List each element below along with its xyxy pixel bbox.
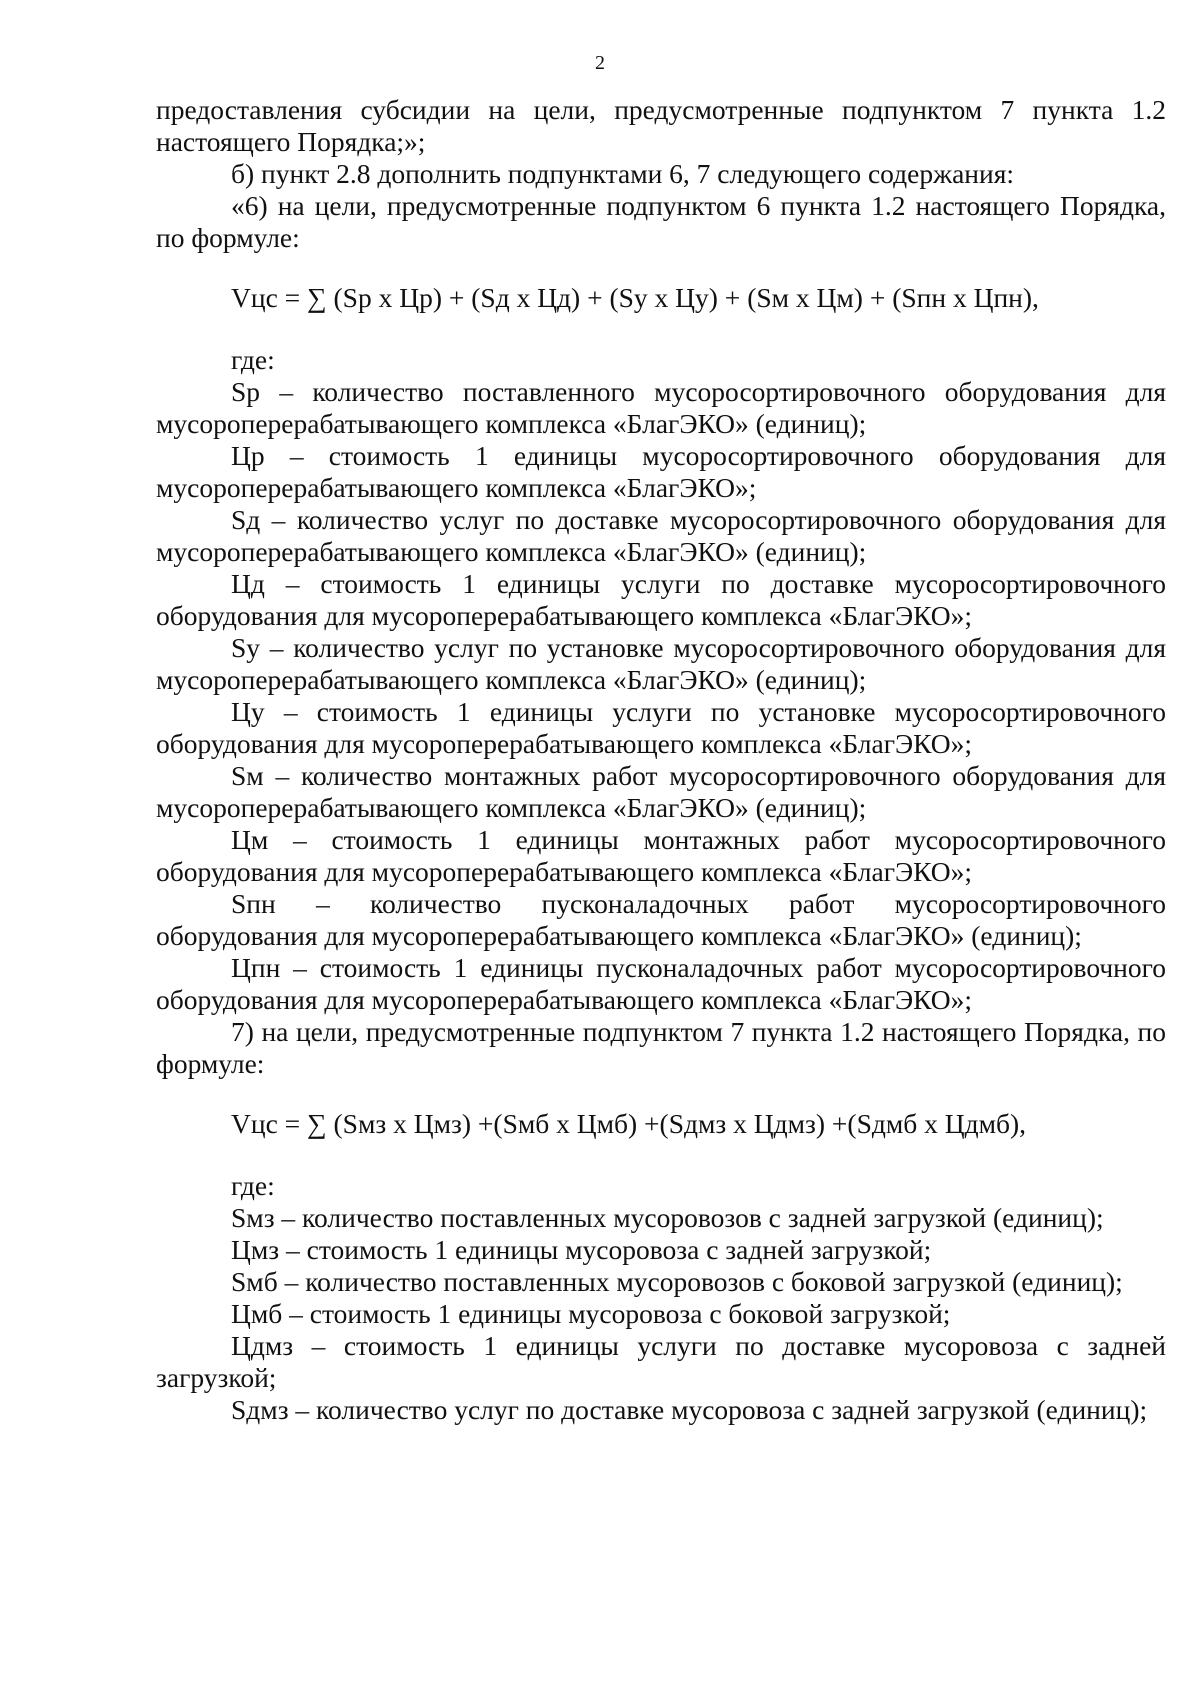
- definition-spn: Sпн – количество пусконаладочных работ мусоросортировочного оборудования для мусороперерабатывающего комплекса «БлагЭКО» (единиц);: [156, 888, 1166, 951]
- item-b-paragraph: б) пункт 2.8 дополнить подпунктами 6, 7 следующего содержания:: [231, 158, 1015, 189]
- item-7-paragraph: 7) на цели, предусмотренные подпунктом 7 пункта 1.2 настоящего Порядка, по формуле:: [156, 1016, 1166, 1079]
- definition-tsd: Цд – стоимость 1 единицы услуги по доставке мусоросортировочного оборудования для мусороперерабатывающего комплекса «БлагЭКО»;: [156, 568, 1166, 631]
- definition-smb: Sмб – количество поставленных мусоровозов с боковой загрузкой (единиц);: [231, 1266, 1123, 1297]
- page-number: 2: [595, 52, 605, 74]
- definition-sm: Sм – количество монтажных работ мусоросортировочного оборудования для мусороперерабатывающего комплекса «БлагЭКО» (единиц);: [156, 760, 1166, 823]
- definition-smz: Sмз – количество поставленных мусоровозов с задней загрузкой (единиц);: [231, 1202, 1104, 1233]
- definition-tsr: Цр – стоимость 1 единицы мусоросортировочного оборудования для мусороперерабатывающего комплекса «БлагЭКО»;: [156, 440, 1166, 503]
- continuation-paragraph: предоставления субсидии на цели, предусмотренные подпунктом 7 пункта 1.2 настоящего Порядка;»;: [156, 94, 1166, 157]
- where-label-1: где:: [231, 344, 275, 375]
- item-6-paragraph: «6) на цели, предусмотренные подпунктом 6 пункта 1.2 настоящего Порядка, по формуле:: [156, 190, 1166, 253]
- definition-sd: Sд – количество услуг по доставке мусоросортировочного оборудования для мусороперерабатывающего комплекса «БлагЭКО» (единиц);: [156, 504, 1166, 567]
- definition-tsmb: Цмб – стоимость 1 единицы мусоровоза с боковой загрузкой;: [231, 1298, 951, 1329]
- definition-tsu: Цу – стоимость 1 единицы услуги по установке мусоросортировочного оборудования для мусороперерабатывающего комплекса «БлагЭКО»;: [156, 696, 1166, 759]
- definition-tsdmz: Цдмз – стоимость 1 единицы услуги по доставке мусоровоза с задней загрузкой;: [156, 1330, 1166, 1393]
- definition-tspn: Цпн – стоимость 1 единицы пусконаладочных работ мусоросортировочного оборудования для мусороперерабатывающего комплекса «БлагЭКО»;: [156, 952, 1166, 1015]
- formula-1: Vцс = ∑ (Sр х Цр) + (Sд х Цд) + (Sу х Цу) + (Sм х Цм) + (Sпн х Цпн),: [231, 282, 1039, 313]
- where-label-2: где:: [231, 1170, 275, 1201]
- definition-tsm: Цм – стоимость 1 единицы монтажных работ мусоросортировочного оборудования для мусороперерабатывающего комплекса «БлагЭКО»;: [156, 824, 1166, 887]
- definition-sdmz: Sдмз – количество услуг по доставке мусоровоза с задней загрузкой (единиц);: [231, 1394, 1148, 1425]
- definition-tsmz: Цмз – стоимость 1 единицы мусоровоза с задней загрузкой;: [231, 1234, 932, 1265]
- formula-2: Vцс = ∑ (Sмз х Цмз) +(Sмб х Цмб) +(Sдмз х Цдмз) +(Sдмб х Цдмб),: [231, 1108, 1027, 1139]
- definition-sr: Sр – количество поставленного мусоросортировочного оборудования для мусороперерабатывающего комплекса «БлагЭКО» (единиц);: [156, 376, 1166, 439]
- definition-su: Sу – количество услуг по установке мусоросортировочного оборудования для мусороперерабатывающего комплекса «БлагЭКО» (единиц);: [156, 632, 1166, 695]
- document-body: [156, 94, 1166, 1426]
